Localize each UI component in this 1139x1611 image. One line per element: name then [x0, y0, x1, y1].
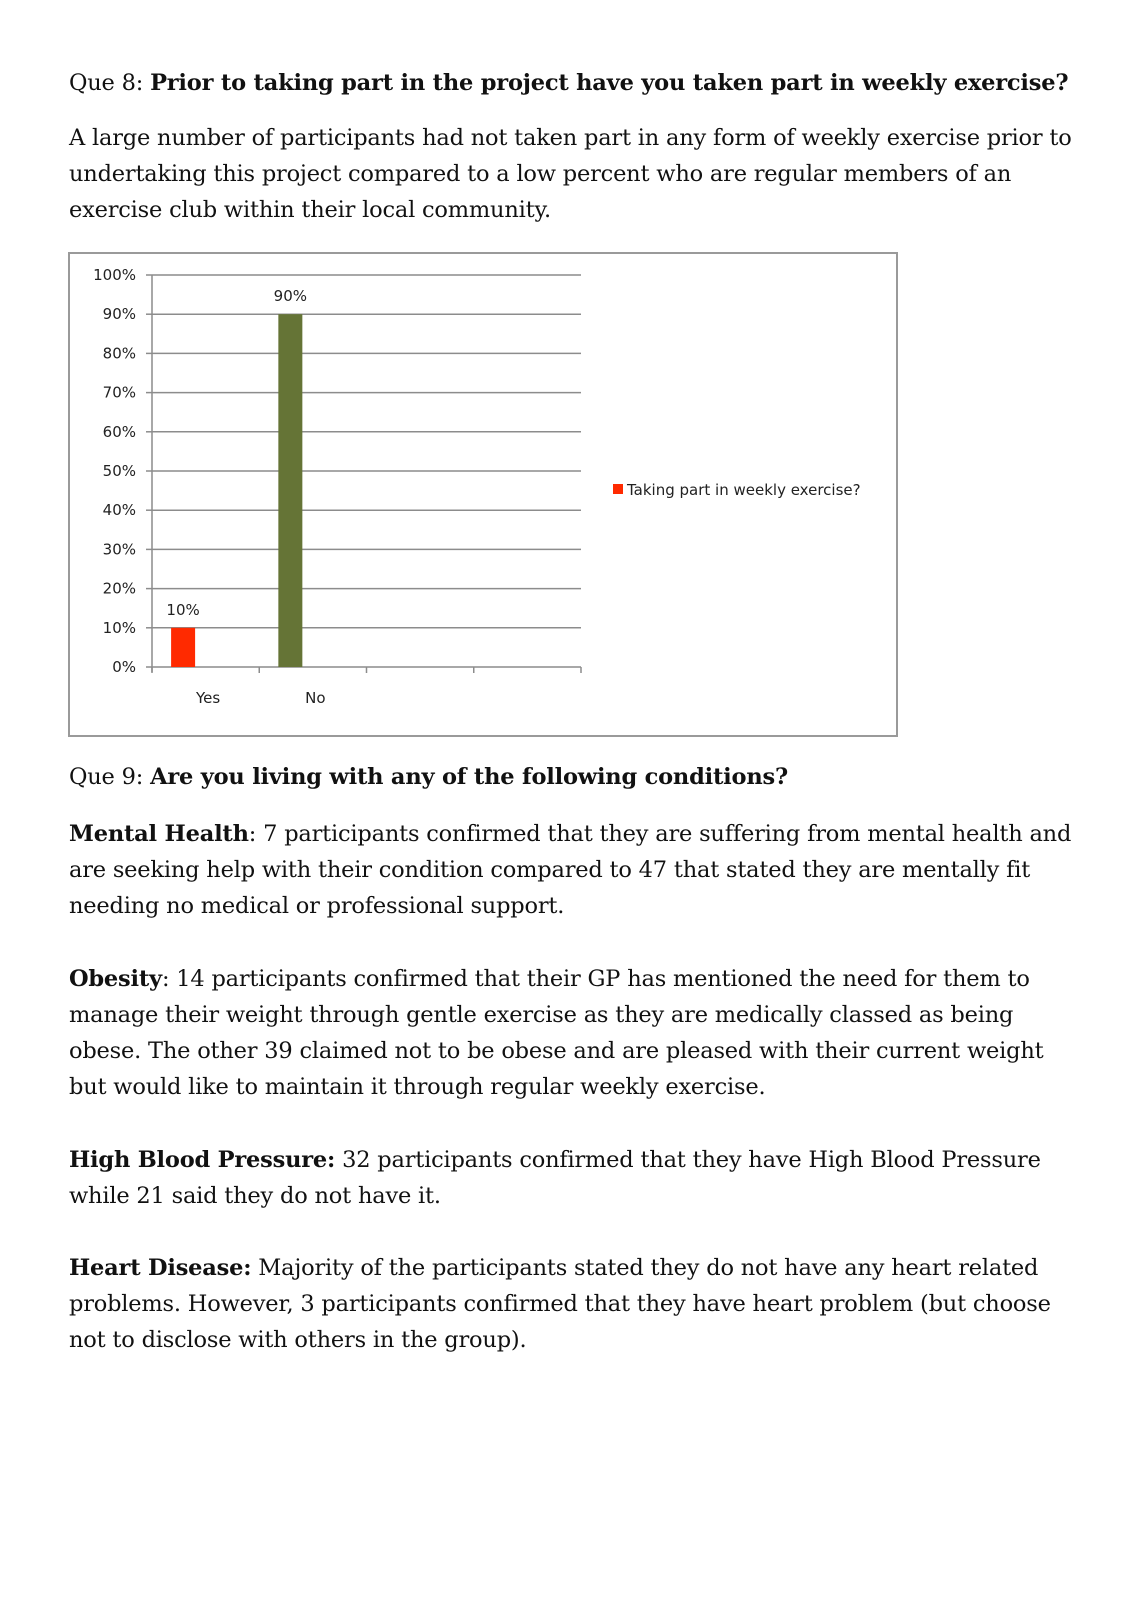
heart-disease-paragraph [69, 1250, 1079, 1358]
obesity-text: 14 participants confirmed that their GP has mentioned the need for them to manage their weight through gentle exercise as they are medically classed as being obese. The other 39 claimed not to be obese and are pleased with their current weight but would like to maintain it through regular weekly exercise. [69, 966, 1044, 1100]
legend-label: Taking part in weekly exercise? [627, 481, 861, 499]
y-tick-label: 80% [102, 344, 136, 363]
exercise-chart [68, 252, 898, 737]
y-tick-label: 70% [102, 383, 136, 402]
y-tick-label: 60% [102, 422, 136, 441]
question-8-text: Prior to taking part in the project have you taken part in weekly exercise? [150, 70, 1069, 96]
obesity-label: Obesity [69, 966, 162, 992]
y-tick-label: 10% [102, 618, 136, 637]
obesity-sep: : [161, 966, 177, 992]
mental-health-sep: : [248, 821, 264, 847]
blood-pressure-text: 32 participants confirmed that they have High Blood Pressure while 21 said they do not have it. [69, 1147, 1041, 1209]
question-8-prefix: Que 8: [69, 70, 151, 96]
y-tick-label: 30% [102, 540, 136, 559]
y-tick-label: 40% [102, 501, 136, 520]
mental-health-paragraph [69, 816, 1079, 924]
bar-yes [171, 628, 195, 667]
y-tick-label: 100% [93, 266, 136, 284]
y-tick-label: 20% [102, 579, 136, 598]
data-label: 90% [273, 287, 308, 306]
x-tick-label: Yes [195, 689, 221, 707]
legend-swatch [613, 484, 623, 494]
question-8-heading [69, 68, 1068, 98]
y-tick-label: 0% [112, 658, 136, 676]
blood-pressure-paragraph [69, 1142, 1079, 1214]
blood-pressure-label: High Blood Pressure: [69, 1147, 336, 1173]
obesity-paragraph [69, 961, 1079, 1105]
heart-disease-text: Majority of the participants stated they do not have any heart related problems. However, 3 participants confirmed that they have heart problem (but choose not to disclose with others in the group). [69, 1255, 1051, 1353]
mental-health-text: 7 participants confirmed that they are suffering from mental health and are seeking help with their condition compared to 47 that stated they are mentally fit needing no medical or professional support. [69, 821, 1072, 919]
heart-disease-label: Heart Disease: [69, 1255, 252, 1281]
y-tick-label: 90% [102, 305, 136, 324]
question-8-paragraph: A large number of participants had not taken part in any form of weekly exercise prior to undertaking this project compared to a low percent who are regular members of an exercise club within their local community. [69, 125, 1072, 223]
data-label: 10% [166, 600, 200, 619]
mental-health-label: Mental Health [69, 821, 249, 847]
question-9-prefix: Que 9: [69, 764, 151, 790]
bar-no [278, 314, 302, 667]
question-9-text: Are you living with any of the following conditions? [150, 764, 788, 790]
x-tick-label: No [305, 689, 326, 707]
y-tick-label: 50% [102, 462, 136, 480]
question-9-heading [69, 762, 788, 792]
exercise-chart-svg [70, 254, 900, 739]
